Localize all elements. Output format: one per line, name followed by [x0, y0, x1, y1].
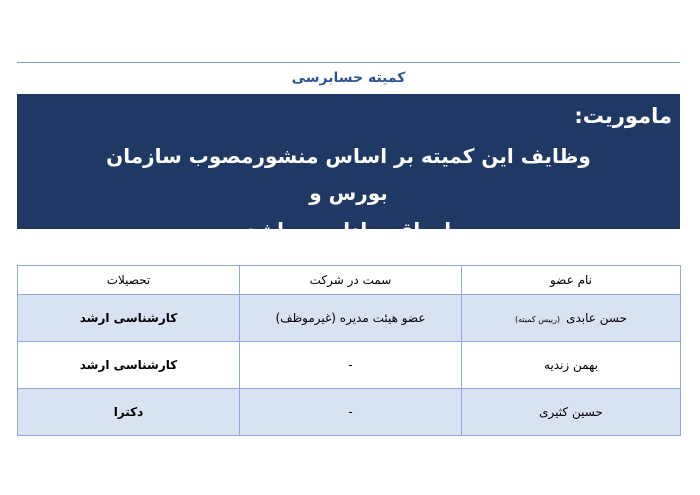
members-table — [17, 265, 681, 436]
member-name: حسن عابدی — [566, 311, 627, 325]
table-row — [18, 389, 681, 436]
education-cell: کارشناسی ارشد — [18, 342, 240, 389]
mission-box — [17, 94, 680, 242]
table-header-row — [18, 266, 681, 295]
member-name-cell — [462, 389, 681, 436]
table-row — [18, 295, 681, 342]
mission-label: ماموریت: — [574, 104, 672, 128]
member-name-cell — [462, 342, 681, 389]
header-member-name: نام عضو — [462, 266, 681, 295]
chair-note: (رییس کمیته) — [515, 315, 561, 324]
position-cell: - — [240, 389, 462, 436]
header-position: سمت در شرکت — [240, 266, 462, 295]
education-cell: دکترا — [18, 389, 240, 436]
member-name-cell — [462, 295, 681, 342]
member-name: بهمن زندیه — [544, 358, 598, 372]
position-cell: - — [240, 342, 462, 389]
table-row — [18, 342, 681, 389]
mission-text-line-1: وظایف این کمیته بر اساس منشورمصوب سازمان بورس و — [106, 144, 591, 205]
member-name: حسین کثیری — [539, 405, 603, 419]
top-divider — [17, 62, 680, 63]
mission-text — [77, 138, 620, 249]
committee-title: کمیته حسابرسی — [291, 70, 406, 86]
header-education: تحصیلات — [18, 266, 240, 295]
education-cell: کارشناسی ارشد — [18, 295, 240, 342]
mission-text-line-2: اوراق بهادار می‌باشد — [245, 218, 452, 242]
position-cell: عضو هیئت مدیره (غیرموظف) — [240, 295, 462, 342]
